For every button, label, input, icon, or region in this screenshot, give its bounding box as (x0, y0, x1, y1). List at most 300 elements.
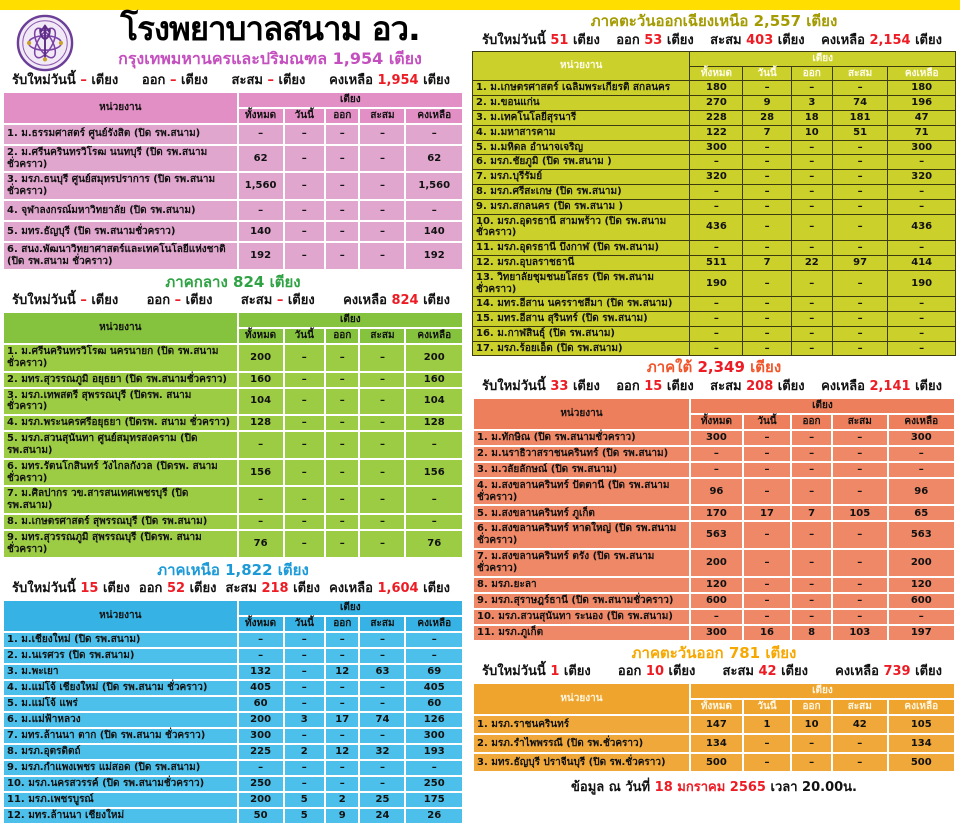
stat-value: 2,141 (869, 378, 911, 394)
bed-value: 74 (359, 712, 405, 728)
bed-value: – (743, 199, 791, 214)
bed-value: – (284, 124, 325, 145)
stat-label: รับใหม่วันนี้ (482, 664, 546, 680)
col-header-remain: คงเหลือ (405, 328, 463, 344)
stat-out (139, 581, 217, 597)
bed-value: – (325, 172, 360, 200)
stat-label: คงเหลือ (329, 581, 373, 597)
bed-value: – (888, 199, 956, 214)
bed-value: – (325, 486, 360, 514)
col-header-total: ทั้งหมด (690, 414, 743, 430)
table-row (473, 81, 956, 96)
bed-value: 18 (791, 110, 832, 125)
org-name: 7. มทร.ล้านนา ตาก (ปิด รพ.สนาม ชั่วคราว) (3, 728, 238, 744)
stat-value: 42 (758, 664, 777, 680)
col-header-remain: คงเหลือ (888, 699, 956, 715)
bed-value: 12 (325, 664, 360, 680)
bed-value: 96 (690, 478, 743, 506)
col-header-out: ออก (791, 66, 832, 81)
bed-value: – (284, 200, 325, 221)
col-header-org: หน่วยงาน (473, 398, 690, 430)
bed-value: 156 (238, 459, 284, 487)
footer-suffix: เวลา 20.00น. (770, 779, 857, 795)
table-row (3, 344, 463, 372)
bed-value: – (325, 388, 360, 416)
bed-value: – (743, 734, 791, 753)
stat-label: รับใหม่วันนี้ (482, 32, 546, 48)
bed-value: – (832, 270, 888, 297)
central-table (2, 311, 464, 558)
bed-value: 69 (405, 664, 463, 680)
bed-value: – (325, 648, 360, 664)
bed-value: – (888, 326, 956, 341)
org-name: 3. ม.พะเยา (3, 664, 238, 680)
bed-value: – (743, 184, 791, 199)
bed-value: – (791, 577, 832, 593)
table-row (473, 341, 956, 356)
title-block (76, 9, 464, 72)
bed-value: 200 (238, 344, 284, 372)
bed-value: 17 (743, 505, 791, 521)
table-row (3, 514, 463, 530)
col-header-org: หน่วยงาน (473, 51, 690, 81)
bed-value: – (405, 124, 463, 145)
org-name: 15. มทร.อีสาน สุรินทร์ (ปิด รพ.สนาม) (473, 312, 690, 327)
col-header-today: วันนี้ (743, 414, 791, 430)
bed-value: 74 (832, 96, 888, 111)
bed-value: 97 (832, 255, 888, 270)
table-row (473, 326, 956, 341)
bed-value: 270 (690, 96, 743, 111)
bed-value: 300 (888, 140, 956, 155)
col-header-cum: สะสม (832, 699, 887, 715)
bed-value: 320 (888, 170, 956, 185)
bed-value: – (325, 415, 360, 431)
col-header-today: วันนี้ (284, 328, 325, 344)
bed-value: 190 (690, 270, 743, 297)
region-name: ภาคกลาง (165, 272, 228, 291)
bed-value: 7 (743, 125, 791, 140)
stat-out (616, 379, 694, 395)
org-name: 2. มรภ.รำไพพรรณี (ปิด รพ.ชั่วคราว) (473, 734, 690, 753)
bed-value: 228 (690, 110, 743, 125)
stat-value: 1,954 (377, 73, 419, 88)
org-name: 17. มรภ.ร้อยเอ็ด (ปิด รพ.สนาม) (473, 341, 690, 356)
bed-value: – (284, 459, 325, 487)
bed-value: – (359, 728, 405, 744)
col-header-cum: สะสม (832, 66, 888, 81)
table-row (3, 664, 463, 680)
table-row (473, 297, 956, 312)
bed-value: – (791, 270, 832, 297)
table-row (473, 505, 955, 521)
org-name: 2. ม.ขอนแก่น (473, 96, 690, 111)
bed-value: 28 (743, 110, 791, 125)
bed-value: 96 (888, 478, 956, 506)
stat-in (12, 581, 130, 597)
bed-value: – (284, 776, 325, 792)
bed-value: – (832, 462, 887, 478)
bed-value: 5 (284, 808, 325, 824)
bed-value: 7 (743, 255, 791, 270)
stat-value: 1 (550, 664, 560, 680)
bed-value: 2 (325, 792, 360, 808)
bed-value: 563 (690, 521, 743, 549)
bed-value: – (359, 415, 405, 431)
bed-value: – (888, 446, 956, 462)
east-stats (472, 663, 956, 682)
beds-unit: เตียง (388, 48, 422, 68)
col-header-cum: สะสม (359, 108, 405, 124)
bed-value: – (791, 609, 832, 625)
bed-value: 500 (690, 753, 743, 772)
bed-value: 250 (238, 776, 284, 792)
bed-value: – (832, 446, 887, 462)
stat-cum (232, 73, 306, 89)
bed-value: – (405, 632, 463, 648)
bed-value: – (743, 609, 791, 625)
bed-value: – (690, 326, 743, 341)
bed-value: – (325, 632, 360, 648)
col-header-total: ทั้งหมด (690, 699, 743, 715)
region-name: ภาคตะวันออก (631, 643, 724, 662)
bed-value: 76 (238, 530, 284, 558)
col-header-org: หน่วยงาน (473, 683, 690, 715)
bed-value: – (743, 446, 791, 462)
col-header-remain: คงเหลือ (888, 66, 956, 81)
col-header-remain: คงเหลือ (405, 616, 463, 632)
section-east (472, 644, 956, 773)
bed-value: – (832, 297, 888, 312)
bed-value: 63 (359, 664, 405, 680)
col-header-beds: เตียง (238, 600, 463, 616)
bed-value: 8 (791, 625, 832, 641)
bed-value: – (888, 184, 956, 199)
bed-value: 300 (690, 625, 743, 641)
stat-remain (343, 293, 450, 309)
stat-unit: เตียง (777, 378, 805, 394)
stat-unit: เตียง (287, 293, 315, 309)
col-header-beds: เตียง (690, 398, 955, 414)
bed-value: 600 (888, 593, 956, 609)
bed-value: – (325, 680, 360, 696)
bed-value: – (791, 549, 832, 577)
bed-value: 300 (690, 430, 743, 446)
table-row (473, 199, 956, 214)
bed-value: 134 (888, 734, 956, 753)
bed-value: – (359, 632, 405, 648)
bed-value: – (325, 530, 360, 558)
bed-value: – (791, 478, 832, 506)
bed-value: 62 (238, 145, 284, 173)
stat-in (12, 293, 118, 309)
bed-value: – (325, 696, 360, 712)
bed-value: 200 (238, 712, 284, 728)
table-row (473, 140, 956, 155)
bed-value: 300 (888, 430, 956, 446)
table-row (3, 242, 463, 270)
bed-value: 10 (791, 125, 832, 140)
bed-value: – (325, 124, 360, 145)
stat-value: – (174, 293, 182, 309)
stat-value: 739 (883, 664, 911, 680)
bed-value: 225 (238, 744, 284, 760)
bed-value: – (791, 184, 832, 199)
stat-unit: เตียง (91, 293, 119, 309)
bed-value: – (888, 155, 956, 170)
stat-value: – (169, 73, 177, 88)
bed-value: – (743, 326, 791, 341)
bed-value: – (743, 270, 791, 297)
bed-value: – (791, 140, 832, 155)
bed-value: – (405, 514, 463, 530)
org-name: 4. จุฬาลงกรณ์มหาวิทยาลัย (ปิด รพ.สนาม) (3, 200, 238, 221)
stat-value: 33 (550, 378, 569, 394)
bed-value: – (238, 760, 284, 776)
footer-prefix: ข้อมูล ณ วันที่ (571, 779, 651, 795)
table-row (473, 734, 955, 753)
bed-value: – (284, 664, 325, 680)
table-row (3, 530, 463, 558)
bed-value: 156 (405, 459, 463, 487)
bangkok-stats (2, 72, 464, 91)
org-name: 4. ม.มหาสารคาม (473, 125, 690, 140)
org-name: 10. มรภ.นครสวรรค์ (ปิด รพ.สนามชั่วคราว) (3, 776, 238, 792)
table-row (3, 744, 463, 760)
bed-value: 7 (791, 505, 832, 521)
bed-value: 42 (832, 715, 887, 734)
bed-value: – (284, 696, 325, 712)
org-name: 12. มรภ.อุบลราชธานี (473, 255, 690, 270)
org-name: 6. ม.สงขลานครินทร์ หาดใหญ่ (ปิด รพ.สนามชั่วคราว) (473, 521, 690, 549)
table-row (473, 577, 955, 593)
table-row (473, 462, 955, 478)
bed-value: – (359, 486, 405, 514)
bed-value: 200 (238, 792, 284, 808)
table-row (473, 625, 955, 641)
bed-value: – (325, 431, 360, 459)
table-row (3, 648, 463, 664)
bed-value: – (359, 514, 405, 530)
bed-value: – (690, 241, 743, 256)
section-north (2, 561, 464, 825)
col-header-total: ทั้งหมด (238, 328, 284, 344)
bed-value: – (284, 344, 325, 372)
stat-remain (821, 33, 942, 49)
region-name: กรุงเทพมหานครและปริมณฑล (118, 48, 328, 68)
bed-value: – (791, 734, 832, 753)
stat-unit: เตียง (423, 293, 450, 309)
org-name: 6. ม.แม่ฟ้าหลวง (3, 712, 238, 728)
bed-value: 122 (690, 125, 743, 140)
bed-value: – (791, 593, 832, 609)
stat-unit: เตียง (91, 73, 119, 88)
table-row (3, 431, 463, 459)
stat-value: 51 (550, 32, 569, 48)
org-name: 1. ม.ทักษิณ (ปิด รพ.สนามชั่วคราว) (473, 430, 690, 446)
east-table (472, 682, 956, 773)
col-header-out: ออก (325, 108, 360, 124)
bed-value: – (325, 760, 360, 776)
section-title (2, 273, 464, 293)
bed-value: – (325, 514, 360, 530)
bed-value: 405 (405, 680, 463, 696)
org-name: 5. มทร.ธัญบุรี (ปิด รพ.สนามชั่วคราว) (3, 221, 238, 242)
bed-value: 175 (405, 792, 463, 808)
bed-value: – (832, 753, 887, 772)
bed-value: – (405, 760, 463, 776)
stat-in (12, 73, 118, 89)
stat-cum (241, 293, 315, 309)
table-row (473, 241, 956, 256)
bed-value: 511 (690, 255, 743, 270)
bed-value: 320 (690, 170, 743, 185)
table-row (3, 696, 463, 712)
bed-value: 180 (888, 81, 956, 96)
bed-value: 200 (888, 549, 956, 577)
table-row (3, 760, 463, 776)
bed-value: 300 (238, 728, 284, 744)
org-name: 7. มรภ.บุรีรัมย์ (473, 170, 690, 185)
stat-label: คงเหลือ (329, 73, 373, 88)
bed-value: – (284, 431, 325, 459)
bed-value: – (888, 462, 956, 478)
table-row (3, 388, 463, 416)
bed-value: – (791, 297, 832, 312)
bed-value: – (284, 172, 325, 200)
table-row (3, 632, 463, 648)
col-header-beds: เตียง (238, 92, 463, 108)
bed-value: 140 (238, 221, 284, 242)
footer-date: 18 มกราคม 2565 (654, 779, 766, 795)
bed-value: 26 (405, 808, 463, 824)
table-row (3, 486, 463, 514)
bed-value: – (888, 609, 956, 625)
stat-remain (835, 664, 942, 680)
org-name: 6. มทร.รัตนโกสินทร์ วังไกลกังวล (ปิดรพ. สนาม ชั่วคราว) (3, 459, 238, 487)
table-row (3, 145, 463, 173)
org-name: 3. มรภ.เทพสตรี สุพรรณบุรี (ปิดรพ. สนาม ชั่วคราว) (3, 388, 238, 416)
org-name: 6. มรภ.ชัยภูมิ (ปิด รพ.สนาม ) (473, 155, 690, 170)
bed-value: – (325, 776, 360, 792)
bed-value: – (743, 312, 791, 327)
bed-value: 1,560 (238, 172, 284, 200)
stat-label: สะสม (231, 73, 263, 88)
bed-value: – (743, 214, 791, 241)
bed-value: 200 (405, 344, 463, 372)
table-row (473, 609, 955, 625)
stat-label: สะสม (240, 293, 273, 309)
bangkok-region-title (76, 47, 464, 72)
col-header-total: ทั้งหมด (238, 616, 284, 632)
page-header (2, 9, 464, 72)
col-header-total: ทั้งหมด (238, 108, 284, 124)
bed-value: 50 (238, 808, 284, 824)
bed-value: – (832, 199, 888, 214)
section-central (2, 273, 464, 559)
stat-label: คงเหลือ (821, 378, 865, 394)
section-title (2, 561, 464, 581)
stat-unit: เตียง (185, 293, 213, 309)
region-beds: 1,954 (332, 48, 384, 68)
table-row (473, 184, 956, 199)
bed-value: – (284, 486, 325, 514)
bed-value: 16 (743, 625, 791, 641)
bed-value: 405 (238, 680, 284, 696)
table-row (3, 459, 463, 487)
bed-value: – (284, 632, 325, 648)
north-stats (2, 580, 464, 599)
bed-value: – (888, 297, 956, 312)
stat-unit: เตียง (915, 664, 942, 680)
stat-label: รับใหม่วันนี้ (12, 73, 76, 88)
bed-value: – (359, 372, 405, 388)
bed-value: 104 (405, 388, 463, 416)
table-row (473, 96, 956, 111)
bed-value: – (359, 221, 405, 242)
bed-value: – (888, 241, 956, 256)
bed-value: 500 (888, 753, 956, 772)
bed-value: 126 (405, 712, 463, 728)
region-name: ภาคเหนือ (157, 560, 220, 579)
bed-value: 105 (832, 505, 887, 521)
org-name: 8. มรภ.ศรีสะเกษ (ปิด รพ.สนาม) (473, 184, 690, 199)
bed-value: 128 (405, 415, 463, 431)
org-name: 3. มรภ.ธนบุรี ศูนย์สมุทรปราการ (ปิด รพ.สนามชั่วคราว) (3, 172, 238, 200)
region-beds: 781 (728, 643, 761, 662)
org-name: 1. ม.ศรีนครินทรวิโรฒ นครนายก (ปิด รพ.สนามชั่วคราว) (3, 344, 238, 372)
section-title (472, 644, 956, 664)
bed-value: – (832, 593, 887, 609)
bed-value: – (690, 609, 743, 625)
bed-value: 9 (743, 96, 791, 111)
table-row (3, 221, 463, 242)
bed-value: – (359, 776, 405, 792)
stat-value: 15 (80, 581, 99, 597)
bed-value: – (832, 81, 888, 96)
page-title: โรงพยาบาลสนาม อว. (120, 9, 420, 48)
bed-value: – (284, 221, 325, 242)
stat-cum (723, 664, 808, 680)
bed-value: – (284, 530, 325, 558)
bed-value: 563 (888, 521, 956, 549)
bed-value: 1,560 (405, 172, 463, 200)
bed-value: – (832, 184, 888, 199)
bed-value: 17 (325, 712, 360, 728)
org-name: 2. ม.นราธิวาสราชนครินทร์ (ปิด รพ.สนาม) (473, 446, 690, 462)
bed-value: – (284, 680, 325, 696)
bed-value: 436 (690, 214, 743, 241)
bed-value: – (359, 760, 405, 776)
stat-value: 403 (746, 32, 774, 48)
stat-value: 824 (391, 293, 419, 309)
org-name: 2. ม.นเรศวร (ปิด รพ.สนาม) (3, 648, 238, 664)
stat-in (482, 664, 591, 680)
bed-value: – (284, 760, 325, 776)
bed-value: 47 (888, 110, 956, 125)
bed-value: – (325, 344, 360, 372)
table-row (3, 415, 463, 431)
data-timestamp (472, 776, 956, 797)
bed-value: – (832, 214, 888, 241)
stat-cum (710, 33, 804, 49)
bed-value: – (238, 431, 284, 459)
stat-out (147, 293, 213, 309)
bed-value: 134 (690, 734, 743, 753)
bed-value: – (359, 459, 405, 487)
stat-unit: เตียง (102, 581, 130, 597)
bed-value: – (325, 728, 360, 744)
